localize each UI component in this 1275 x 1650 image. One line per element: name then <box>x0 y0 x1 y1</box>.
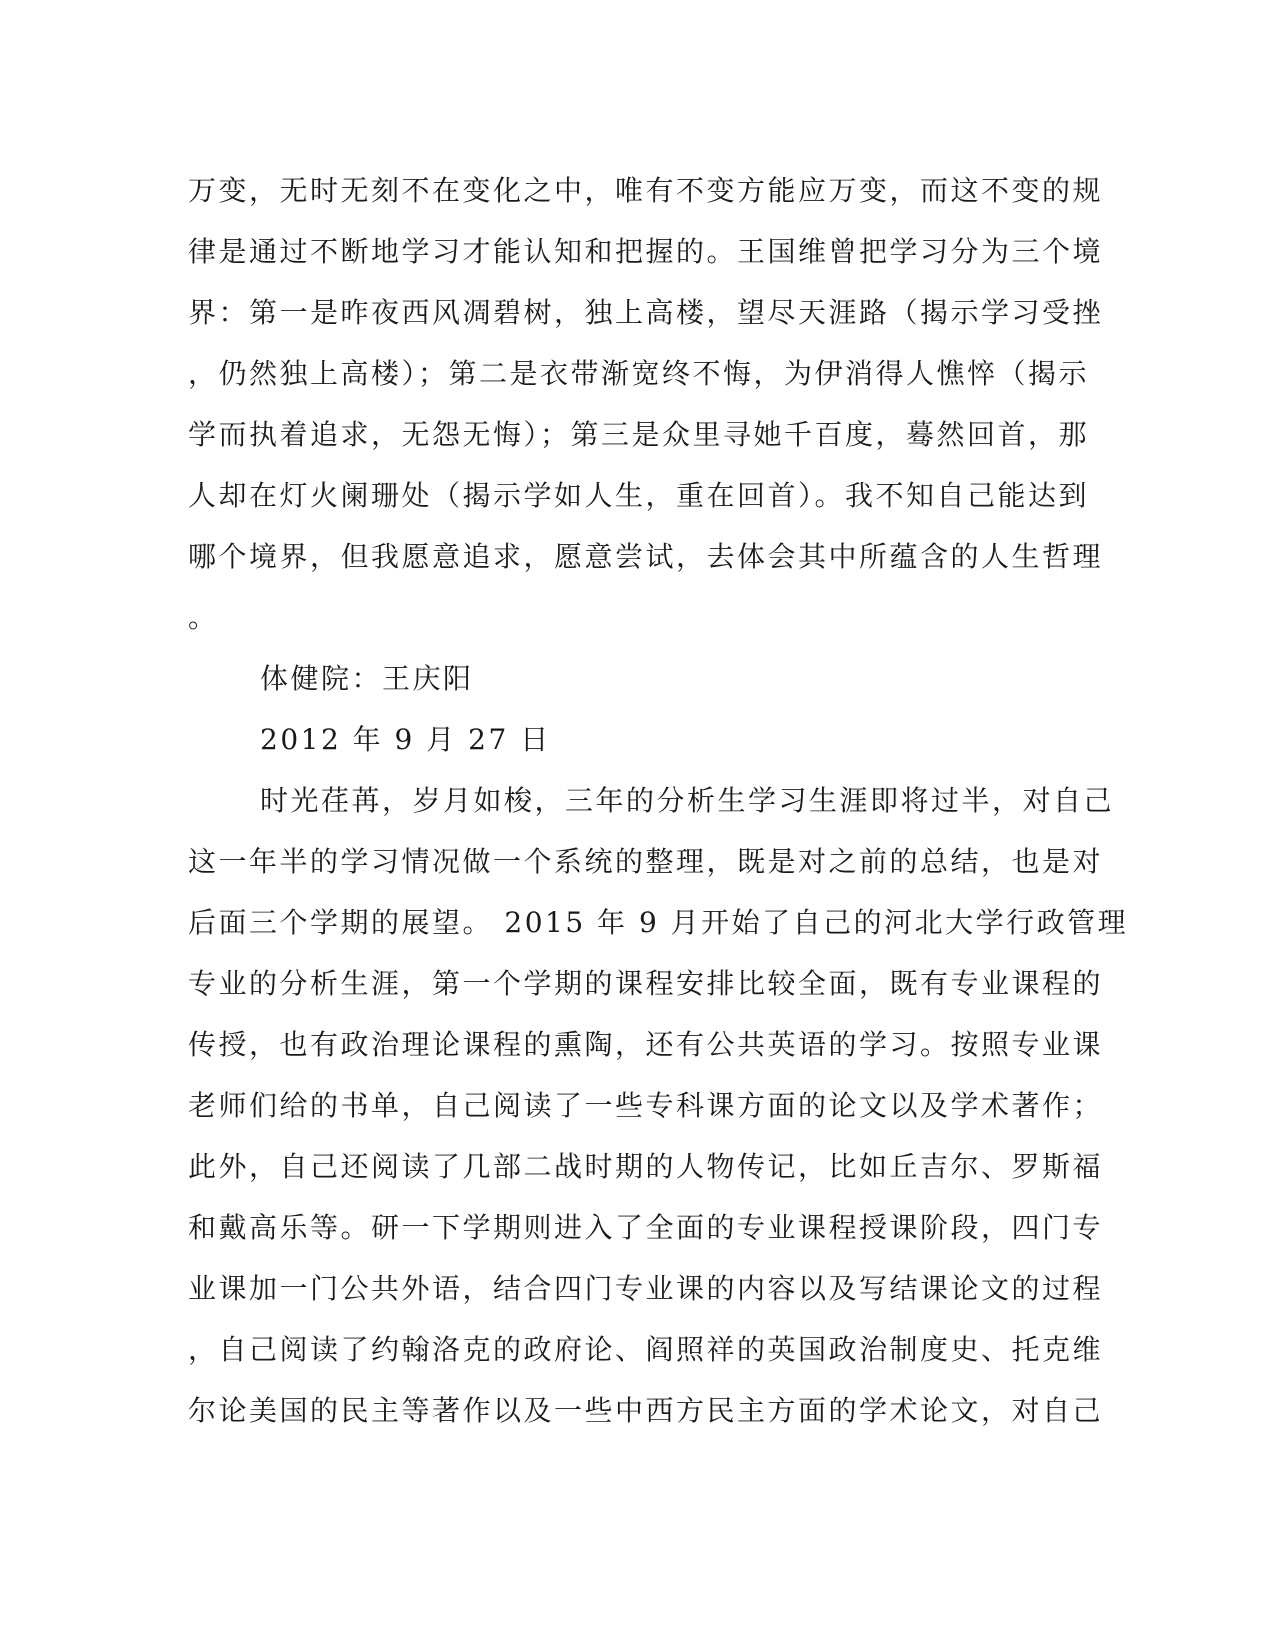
text-line: 这一年半的学习情况做一个系统的整理，既是对之前的总结，也是对 <box>188 845 1104 878</box>
text-line: 界：第一是昨夜西风凋碧树，独上高楼，望尽天涯路（揭示学习受挫 <box>188 296 1104 329</box>
text-line: 学而执着追求，无怨无悔）；第三是众里寻她千百度，蓦然回首，那 <box>188 418 1090 451</box>
text-line: 万变，无时无刻不在变化之中，唯有不变方能应万变，而这不变的规 <box>188 174 1104 207</box>
text-line: ，自己阅读了约翰洛克的政府论、阎照祥的英国政治制度史、托克维 <box>188 1333 1104 1366</box>
text-line: 专业的分析生涯，第一个学期的课程安排比较全面，既有专业课程的 <box>188 967 1104 1000</box>
text-line: 。 <box>188 601 219 634</box>
text-line: 哪个境界，但我愿意追求，愿意尝试，去体会其中所蕴含的人生哲理 <box>188 540 1104 573</box>
text-line: 老师们给的书单，自己阅读了一些专科课方面的论文以及学术著作； <box>188 1089 1104 1122</box>
text-line: 传授，也有政治理论课程的熏陶，还有公共英语的学习。按照专业课 <box>188 1028 1104 1061</box>
text-line: 时光荏苒，岁月如梭，三年的分析生学习生涯即将过半，对自己 <box>260 784 1115 817</box>
text-line: 人却在灯火阑珊处（揭示学如人生，重在回首）。我不知自己能达到 <box>188 479 1090 512</box>
text-line: 后面三个学期的展望。 2015 年 9 月开始了自己的河北大学行政管理 <box>188 906 1129 939</box>
date-line: 2012 年 9 月 27 日 <box>260 723 551 756</box>
text-line: 律是通过不断地学习才能认知和把握的。王国维曾把学习分为三个境 <box>188 235 1104 268</box>
author-line: 体健院：王庆阳 <box>260 662 474 695</box>
text-line: ，仍然独上高楼）；第二是衣带渐宽终不悔，为伊消得人憔悴（揭示 <box>188 357 1090 390</box>
text-line: 尔论美国的民主等著作以及一些中西方民主方面的学术论文，对自己 <box>188 1394 1104 1427</box>
text-line: 和戴高乐等。研一下学期则进入了全面的专业课程授课阶段，四门专 <box>188 1211 1104 1244</box>
body-text <box>188 160 1129 1441</box>
text-line: 业课加一门公共外语，结合四门专业课的内容以及写结课论文的过程 <box>188 1272 1104 1305</box>
text-line: 此外，自己还阅读了几部二战时期的人物传记，比如丘吉尔、罗斯福 <box>188 1150 1104 1183</box>
